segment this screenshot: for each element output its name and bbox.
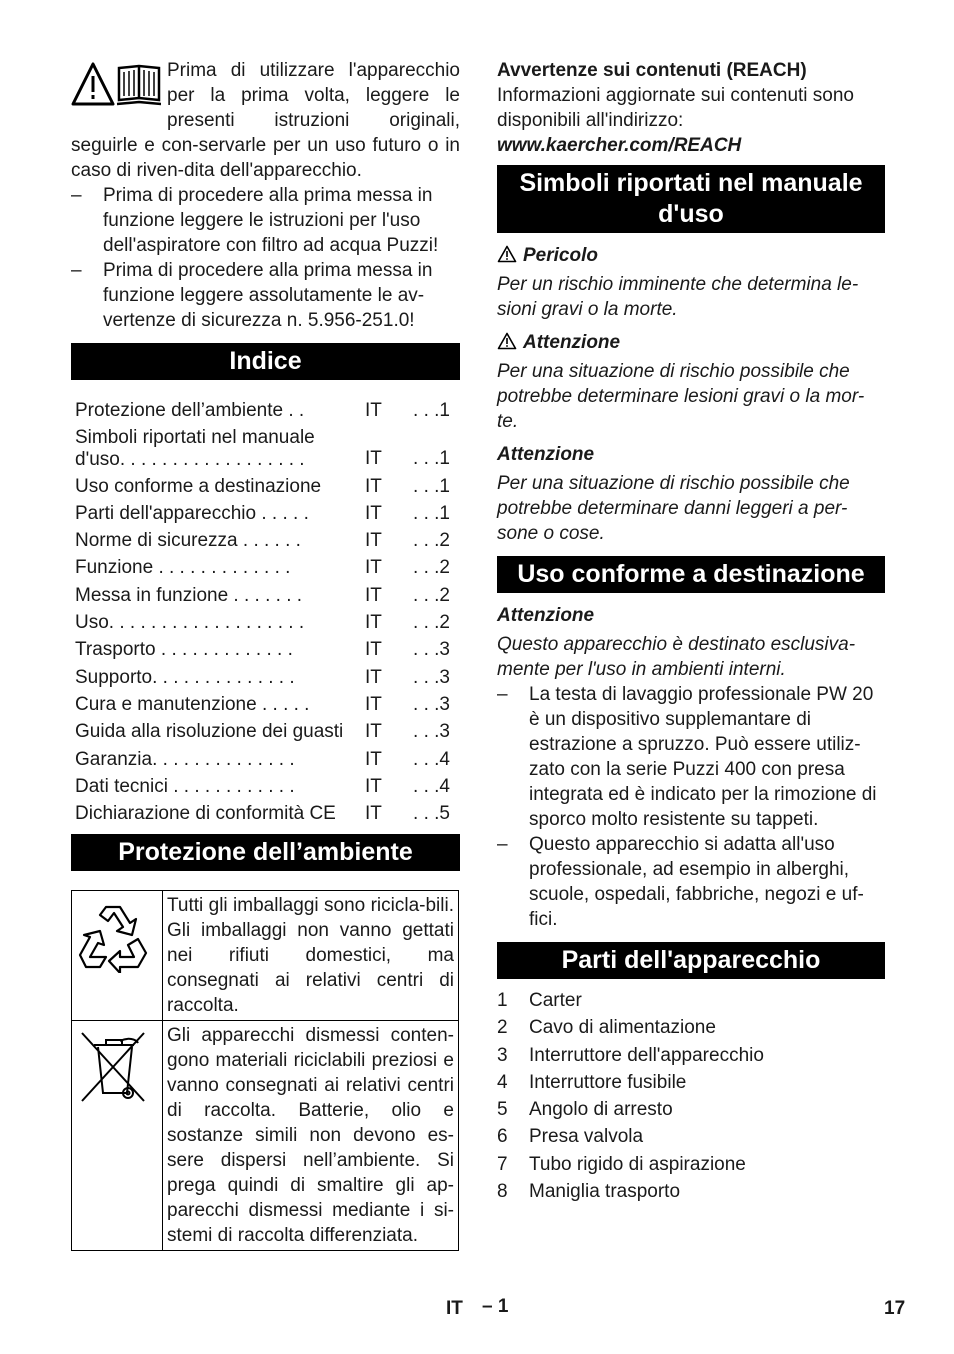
list-item: 5 Angolo di arresto: [497, 1099, 673, 1121]
right-column: [497, 58, 885, 1206]
toc-entry[interactable]: Dati tecnici . . . . . . . . . . . . IT . . .4: [75, 775, 450, 797]
list-item: – Questo apparecchio si adatta all'uso professionale, ad esempio in alberghi, scuole, ospedali, fabbriche, negozi e uf-fici.: [497, 832, 885, 932]
toc-entry[interactable]: Simboli riportati nel manuale d'uso. . . . . . . . . . . . . . . . . . IT . . .1: [75, 427, 450, 471]
toc-entry[interactable]: Messa in funzione . . . . . . . IT . . .2: [75, 584, 450, 606]
toc-entry[interactable]: Uso conforme a destinazione IT . . .1: [75, 475, 450, 497]
list-item: 3 Interruttore dell'apparecchio: [497, 1044, 764, 1066]
list-item: 8 Maniglia trasporto: [497, 1181, 681, 1203]
parts-heading: Parti dell'apparecchio: [497, 942, 885, 979]
crossed-bin-icon: [76, 1029, 150, 1105]
list-item: 4 Interruttore fusibile: [497, 1071, 687, 1093]
intended-use-note-title: Attenzione: [497, 605, 595, 626]
footer-section-page: – 1: [482, 1296, 509, 1317]
intended-use-note-text: Questo apparecchio è destinato esclusiva-mente per l'uso in ambienti interni.: [497, 634, 856, 680]
symbol-warning-title: Attenzione: [497, 330, 885, 355]
toc-entry[interactable]: Protezione dell’ambiente . . IT . . .1: [75, 400, 450, 422]
intended-use-heading: Uso conforme a destinazione: [497, 556, 885, 593]
symbol-caution-text: Per una situazione di rischio possibile che potrebbe determinare danni leggeri a per-sone o cose.: [497, 473, 850, 544]
environment-heading: Protezione dell’ambiente: [71, 834, 460, 871]
list-item: – Prima di procedere alla prima messa in funzione leggere le istruzioni per l'uso dell'aspiratore con filtro ad acqua Puzzi!: [71, 183, 460, 258]
warning-icon: [497, 245, 517, 263]
list-item: 1 Carter: [497, 990, 582, 1011]
symbol-warning-text: Per una situazione di rischio possibile che potrebbe determinare lesioni gravi o la mor-te.: [497, 361, 865, 432]
symbols-heading: Simboli riportati nel manuale d'uso: [497, 165, 885, 233]
toc-entry[interactable]: Guida alla risoluzione dei guasti IT . . .3: [75, 721, 450, 743]
footer-language: IT: [446, 1298, 463, 1319]
recycling-icon: [76, 899, 150, 973]
toc-entry[interactable]: Uso. . . . . . . . . . . . . . . . . . . IT . . .2: [75, 612, 450, 634]
table-row: [72, 1021, 459, 1251]
toc-entry[interactable]: Cura e manutenzione . . . . . IT . . .3: [75, 693, 450, 715]
toc-entry[interactable]: Norme di sicurezza . . . . . . IT . . .2: [75, 530, 450, 552]
warning-icon: [497, 332, 517, 350]
toc-entry[interactable]: Parti dell'apparecchio . . . . . IT . . .1: [75, 502, 450, 524]
environment-table: [71, 890, 459, 1251]
page-number: 17: [884, 1298, 906, 1319]
environment-disposal-text: Gli apparecchi dismessi conten-gono materiali riciclabili preziosi e vanno consegnati ai relativi centri di raccolta. Batterie, olio e sostanze simili non devono es-sere dispersi nell’ambiente. Si prega quindi di smaltire gli ap-parecchi dismessi mediante i si-stemi di raccolta differenziata.: [163, 1021, 459, 1251]
parts-list: [497, 988, 885, 1206]
symbol-danger-text: Per un rischio imminente che determina le-sioni gravi o la morte.: [497, 274, 859, 320]
reach-link[interactable]: www.kaercher.com/REACH: [497, 135, 742, 156]
intro-bullet-list: [71, 183, 460, 333]
toc-entry[interactable]: Trasporto . . . . . . . . . . . . . IT . . .3: [75, 639, 450, 661]
list-item: 7 Tubo rigido di aspirazione: [497, 1153, 746, 1175]
toc-entry[interactable]: Garanzia. . . . . . . . . . . . . . IT . . .4: [75, 748, 450, 770]
index-heading: Indice: [71, 343, 460, 380]
intro-text: Prima di utilizzare l'apparecchio per la prima volta, leggere le presenti istruzioni originali, seguirle e con-servarle per un uso futuro o in caso di riven-dita dell'apparecchio.: [71, 60, 460, 181]
table-of-contents: [71, 396, 460, 826]
table-row: [72, 891, 459, 1021]
toc-entry[interactable]: Dichiarazione di conformità CE IT . . .5: [75, 803, 450, 825]
toc-entry[interactable]: Supporto. . . . . . . . . . . . . . IT . . .3: [75, 666, 450, 688]
intended-use-list: [497, 682, 885, 932]
intro-paragraph: [71, 58, 460, 183]
list-item: – Prima di procedere alla prima messa in funzione leggere assolutamente le av-vertenze di sicurezza n. 5.956-251.0!: [71, 258, 460, 333]
list-item: 6 Presa valvola: [497, 1126, 644, 1148]
symbol-danger-title: Pericolo: [497, 243, 885, 268]
warning-read-manual-icon: [71, 60, 161, 110]
reach-heading: Avvertenze sui contenuti (REACH): [497, 60, 807, 81]
environment-packaging-text: Tutti gli imballaggi sono ricicla-bili. Gli imballaggi non vanno gettati nei rifiuti domestici, ma consegnati ai relativi centri di raccolta.: [163, 891, 459, 1021]
reach-text: Informazioni aggiornate sui contenuti sono disponibili all'indirizzo:: [497, 85, 855, 131]
toc-entry[interactable]: Funzione . . . . . . . . . . . . . IT . . .2: [75, 557, 450, 579]
symbol-caution-title: Attenzione: [497, 444, 595, 465]
list-item: 2 Cavo di alimentazione: [497, 1017, 716, 1039]
left-column: [71, 58, 460, 1251]
list-item: – La testa di lavaggio professionale PW 20 è un dispositivo supplemantare di estrazione a spruzzo. Può essere utiliz-zato con la serie Puzzi 400 con presa integrata ed è indicato per la rimozione di sporco molto resistente su tappeti.: [497, 682, 885, 832]
